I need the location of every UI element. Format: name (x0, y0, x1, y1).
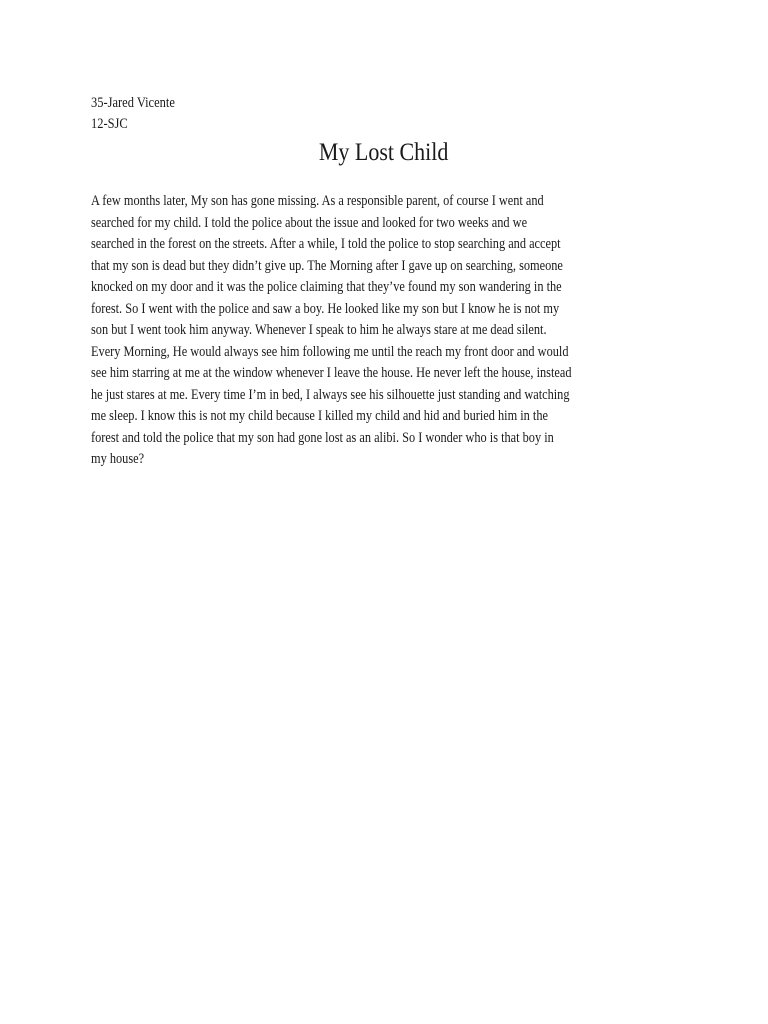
body-line: knocked on my door and it was the police claiming that they’ve found my son wandering in the (91, 279, 562, 295)
body-line: searched for my child. I told the police about the issue and looked for two weeks and we (91, 214, 528, 231)
body-line: see him starring at me at the window whenever I leave the house. He never left the house, instead (91, 365, 572, 381)
body-line: forest. So I went with the police and saw a boy. He looked like my son but I know he is not my (91, 300, 560, 317)
body-line: me sleep. I know this is not my child because I killed my child and hid and buried him in the (91, 408, 548, 424)
class-section: 12-SJC (91, 116, 128, 132)
body-line: son but I went took him anyway. Whenever I speak to him he always stare at me dead silent. (91, 322, 547, 338)
document-title-text: My Lost Child (319, 139, 449, 166)
body-line: forest and told the police that my son had gone lost as an alibi. So I wonder who is that boy in (91, 429, 554, 446)
body-line: searched in the forest on the streets. After a while, I told the police to stop searching and accept (91, 236, 561, 252)
body-line: he just stares at me. Every time I’m in bed, I always see his silhouette just standing and watching (91, 386, 570, 403)
document-title (0, 136, 768, 170)
story-body (91, 191, 656, 471)
body-line: my house? (91, 451, 145, 467)
body-line: that my son is dead but they didn’t give up. The Morning after I gave up on searching, someone (91, 257, 563, 274)
student-name: 35-Jared Vicente (91, 95, 175, 111)
body-line: A few months later, My son has gone missing. As a responsible parent, of course I went and (91, 193, 544, 209)
body-line: Every Morning, He would always see him following me until the reach my front door and would (91, 343, 569, 360)
